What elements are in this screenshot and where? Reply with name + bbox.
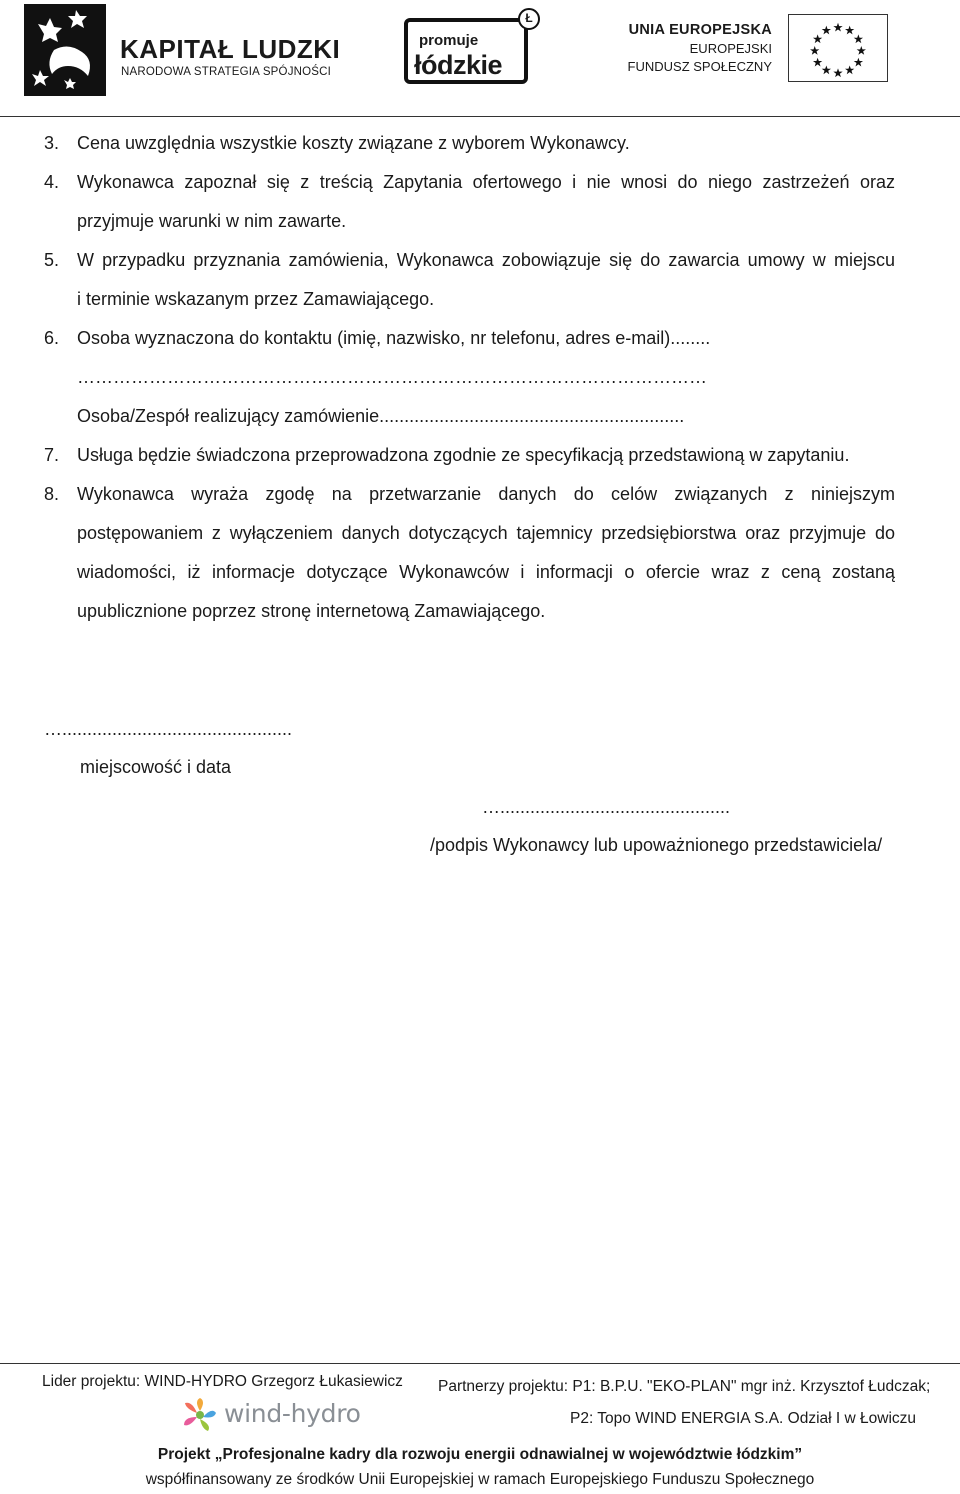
promuje-label: promuje — [419, 32, 479, 49]
item-number: 8. — [44, 484, 60, 504]
project-leader: Lider projektu: WIND-HYDRO Grzegorz Łukasiewicz — [42, 1373, 403, 1390]
project-partners-2: P2: Topo WIND ENERGIA S.A. Odział I w Łowiczu — [570, 1410, 917, 1427]
project-partners-1: Partnerzy projektu: P1: B.P.U. "EKO-PLAN" mgr inż. Krzysztof Łudczak; — [438, 1378, 931, 1395]
item-text: Osoba wyznaczona do kontaktu (imię, nazwisko, nr telefonu, adres e-mail)........ — [77, 328, 711, 348]
kapital-ludzki-title: KAPITAŁ LUDZKI — [120, 34, 341, 64]
eu-logo — [627, 14, 890, 84]
dotted-fill-line: …………………………………………………………………………………………… — [77, 367, 707, 387]
promuje-lodzkie-logo — [404, 8, 542, 86]
item-text: postępowaniem z wyłączeniem danych dotyczących tajemnicy przedsiębiorstwa oraz przyjmuje do — [77, 523, 895, 543]
eu-logo-text — [628, 22, 772, 74]
lodzkie-label: łódzkie — [414, 50, 503, 80]
signature-label: /podpis Wykonawcy lub upoważnionego przedstawiciela/ — [430, 835, 883, 855]
project-title — [0, 1446, 960, 1464]
zloty-currency-icon: Ł — [518, 8, 540, 30]
item-text: i terminie wskazanym przez Zamawiającego. — [77, 289, 435, 309]
place-date-label: miejscowość i data — [80, 757, 232, 777]
cofinancing-note: współfinansowany ze środków Unii Europejskiej w ramach Europejskiego Funduszu Społecznego — [145, 1471, 815, 1488]
eu-line-3: FUNDUSZ SPOŁECZNY — [627, 59, 772, 74]
project-name: „Profesjonalne kadry dla rozwoju energii odnawialnej w województwie łódzkim” — [214, 1446, 803, 1463]
kapital-ludzki-logo — [24, 4, 341, 96]
kapital-ludzki-mark-icon — [24, 4, 106, 96]
place-date-dots: ….............................................. — [44, 719, 293, 739]
eu-flag-icon — [788, 14, 888, 82]
item-number: 6. — [44, 328, 60, 348]
signature-dots: ….............................................. — [482, 797, 731, 817]
item-number: 7. — [44, 445, 60, 465]
eu-line-1: UNIA EUROPEJSKA — [628, 22, 772, 38]
item-text: przyjmuje warunki w nim zawarte. — [77, 211, 347, 231]
eu-line-2: EUROPEJSKI — [689, 41, 772, 56]
item-text: W przypadku przyznania zamówienia, Wykonawca zobowiązuje się do zawarcia umowy w miejscu — [77, 250, 895, 270]
item-number: 5. — [44, 250, 60, 270]
item-number: 3. — [44, 133, 60, 153]
project-prefix: Projekt — [157, 1446, 215, 1463]
item-text: Wykonawca wyraża zgodę na przetwarzanie danych do celów związanych z niniejszym — [77, 484, 895, 504]
wind-hydro-wordmark: wind-hydro — [224, 1399, 361, 1428]
item-text: Cena uwzględnia wszystkie koszty związane z wyborem Wykonawcy. — [77, 133, 630, 153]
item-text: upublicznione poprzez stronę internetową Zamawiającego. — [77, 601, 546, 621]
item-text: Osoba/Zespół realizujący zamówienie............................................................. — [77, 406, 685, 426]
item-number: 4. — [44, 172, 60, 192]
item-text: Usługa będzie świadczona przeprowadzona zgodnie ze specyfikacją przedstawioną w zapytaniu. — [77, 445, 850, 465]
item-text: Wykonawca zapoznał się z treścią Zapytania ofertowego i nie wnosi do niego zastrzeżeń oraz — [77, 172, 895, 192]
header-divider — [0, 116, 960, 117]
item-text: wiadomości, iż informacje dotyczące Wykonawców i informacji o ofercie wraz z ceną zostaną — [77, 562, 895, 582]
wind-hydro-logo — [180, 1395, 365, 1435]
footer-divider — [0, 1363, 960, 1364]
wind-hydro-icon — [180, 1397, 220, 1433]
kapital-ludzki-subtitle: NARODOWA STRATEGIA SPÓJNOŚCI — [121, 66, 332, 78]
